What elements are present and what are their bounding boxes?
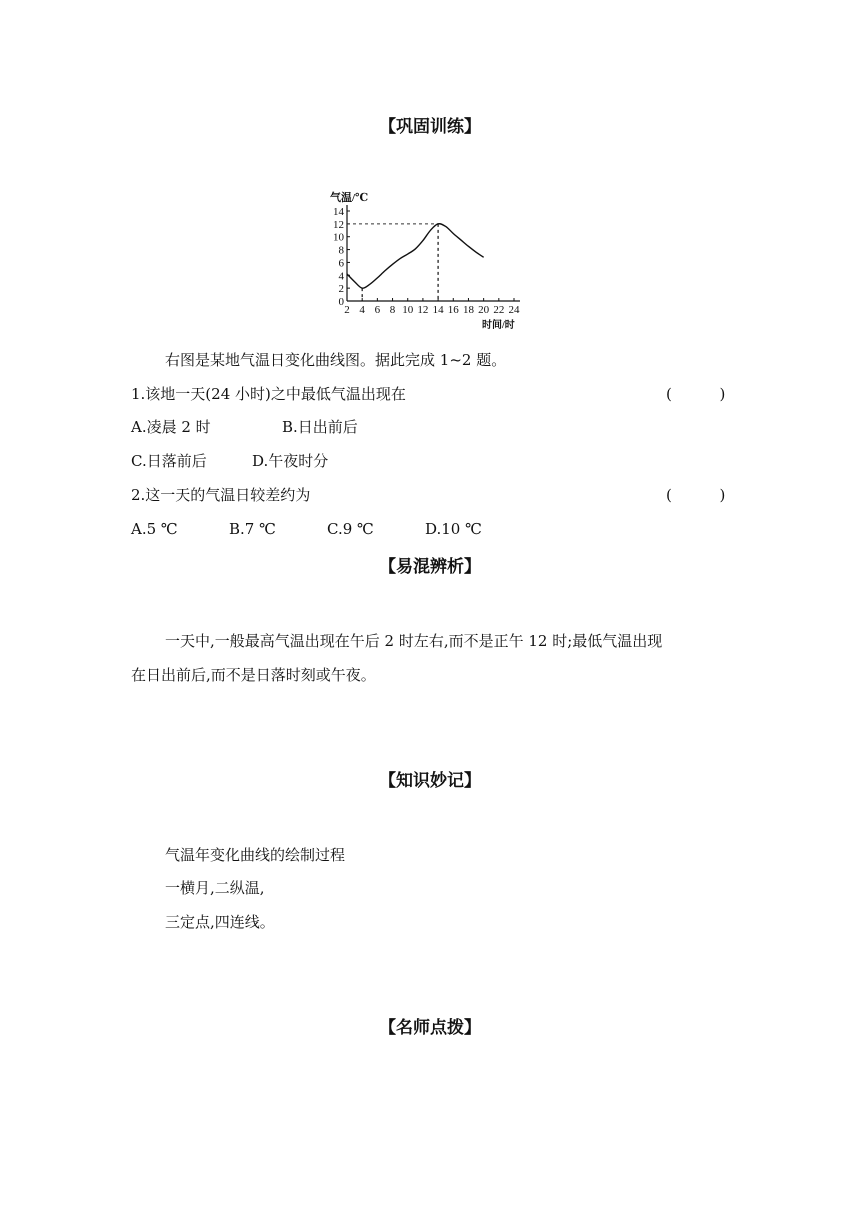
section-title-consolidation: 【巩固训练】 bbox=[379, 117, 481, 137]
question-2-option-a: A.5 ℃ bbox=[131, 520, 178, 538]
y-tick-label: 10 bbox=[333, 231, 344, 244]
memory-line-2: 三定点,四连线。 bbox=[165, 913, 275, 931]
x-tick-label: 2 bbox=[344, 304, 350, 316]
x-tick-label: 8 bbox=[389, 304, 396, 316]
chart-series bbox=[347, 224, 484, 288]
question-1-option-a: A.凌晨 2 时 bbox=[131, 418, 211, 436]
chart-guides bbox=[347, 224, 438, 301]
y-tick-label: 2 bbox=[338, 283, 344, 296]
intro-text: 右图是某地气温日变化曲线图。据此完成 1~2 题。 bbox=[165, 351, 507, 369]
x-tick-label: 20 bbox=[478, 304, 490, 316]
question-2-option-d: D.10 ℃ bbox=[425, 520, 482, 538]
question-1-option-b: B.日出前后 bbox=[282, 418, 358, 436]
chart-ticks bbox=[333, 206, 520, 316]
memory-title: 气温年变化曲线的绘制过程 bbox=[165, 846, 346, 864]
section-title-confusion: 【易混辨析】 bbox=[379, 557, 481, 577]
x-tick-label: 12 bbox=[417, 304, 429, 316]
x-tick-label: 6 bbox=[374, 304, 381, 316]
chart-axes bbox=[347, 205, 520, 301]
x-tick-label: 18 bbox=[462, 304, 474, 316]
question-2-option-b: B.7 ℃ bbox=[229, 520, 276, 538]
section-title-teacher: 【名师点拨】 bbox=[379, 1018, 481, 1038]
x-tick-label: 24 bbox=[508, 304, 520, 316]
question-1-stem: 1.该地一天(24 小时)之中最低气温出现在 bbox=[131, 385, 406, 403]
confusion-text-line-1: 一天中,一般最高气温出现在午后 2 时左右,而不是正午 12 时;最低气温出现 bbox=[165, 632, 663, 650]
memory-line-1: 一横月,二纵温, bbox=[165, 879, 265, 897]
section-title-memory: 【知识妙记】 bbox=[379, 771, 481, 791]
x-tick-label: 22 bbox=[493, 304, 505, 316]
question-1-answer-bracket: ( ) bbox=[666, 385, 726, 403]
question-2-option-c: C.9 ℃ bbox=[327, 520, 374, 538]
y-tick-label: 0 bbox=[338, 296, 344, 308]
x-tick-label: 4 bbox=[359, 304, 365, 316]
x-tick-label: 10 bbox=[402, 304, 414, 316]
question-2-answer-bracket: ( ) bbox=[666, 486, 726, 504]
question-1-option-d: D.午夜时分 bbox=[252, 452, 329, 470]
y-axis-label: 气温/℃ bbox=[330, 192, 369, 204]
question-1-option-c: C.日落前后 bbox=[131, 452, 207, 470]
temperature-chart bbox=[328, 186, 532, 334]
y-tick-label: 8 bbox=[338, 244, 344, 257]
y-tick-label: 4 bbox=[338, 270, 344, 283]
x-tick-label: 14 bbox=[432, 304, 444, 316]
confusion-text-line-2: 在日出前后,而不是日落时刻或午夜。 bbox=[131, 666, 376, 684]
question-2-stem: 2.这一天的气温日较差约为 bbox=[131, 486, 311, 504]
temperature-curve bbox=[347, 224, 484, 288]
y-tick-label: 6 bbox=[338, 257, 344, 270]
x-tick-label: 16 bbox=[447, 304, 459, 316]
x-axis-label: 时间/时 bbox=[482, 320, 515, 331]
y-tick-label: 14 bbox=[333, 206, 344, 218]
y-tick-label: 12 bbox=[333, 218, 344, 231]
